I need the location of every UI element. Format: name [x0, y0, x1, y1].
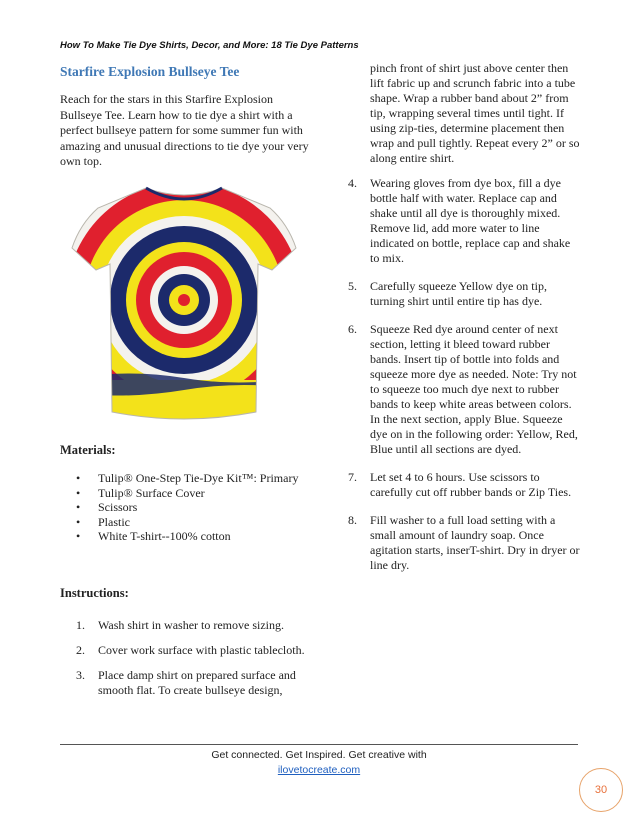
instruction-step: [76, 668, 308, 698]
step-number: 1.: [76, 618, 85, 632]
materials-heading: Materials:: [60, 443, 116, 457]
footer-text: Get connected. Get Inspired. Get creative with: [211, 749, 427, 761]
step-number: 4.: [348, 176, 357, 190]
page-number: 30: [594, 784, 608, 796]
materials-list: [60, 471, 310, 544]
intro-paragraph: Reach for the stars in this Starfire Explosion Bullseye Tee. Learn how to tie dye a shirt with a perfect bullseye pattern for some summer fun with amazing and unusual directions to tie dye your very own top.: [60, 92, 309, 168]
step-number: 8.: [348, 513, 357, 527]
step-text: Fill washer to a full load setting with a small amount of laundry soap. Once agitation starts, inserT-shirt. Dry in dryer or line dry.: [370, 513, 580, 572]
instructions-list-left: [76, 618, 308, 708]
instruction-step: [348, 513, 580, 573]
step-text: Wearing gloves from dye box, fill a dye bottle half with water. Replace cap and shake until all dye is thoroughly mixed. Remove lid, add more water to line indicated on bottle, replace cap and shake to mix.: [370, 176, 571, 265]
footer-link[interactable]: ilovetocreate.com: [277, 764, 361, 776]
step-text: Let set 4 to 6 hours. Use scissors to carefully cut off rubber bands or Zip Ties.: [370, 470, 572, 499]
instruction-step: [348, 279, 580, 309]
footer-divider: [60, 744, 578, 745]
instruction-step: [348, 322, 580, 457]
step-text: Place damp shirt on prepared surface and smooth flat. To create bullseye design,: [98, 668, 296, 697]
step-number: 5.: [348, 279, 357, 293]
step-text: Cover work surface with plastic tablecloth.: [98, 643, 305, 657]
list-item: • Tulip® One-Step Tie-Dye Kit™: Primary: [60, 471, 310, 486]
step-text: Wash shirt in washer to remove sizing.: [98, 618, 284, 632]
instruction-step: [76, 643, 308, 658]
step-3-continued: pinch front of shirt just above center then lift fabric up and scrunch fabric into a tube shape. Wrap a rubber band about 2” from tip, wrapping several times until tight. If using zip-ties, determine placement then wrap and pull tightly. Repeat every 2” or so along entire shirt.: [370, 61, 580, 165]
page-title: Starfire Explosion Bullseye Tee: [60, 64, 240, 79]
list-item: • Tulip® Surface Cover: [60, 486, 310, 501]
instruction-step: [76, 618, 308, 633]
instruction-step: [348, 176, 580, 266]
step-number: 2.: [76, 643, 85, 657]
instructions-list-right: [348, 176, 580, 586]
list-item: • Plastic: [60, 515, 310, 530]
step-text: Carefully squeeze Yellow dye on tip, turning shirt until entire tip has dye.: [370, 279, 547, 308]
list-item: • White T-shirt--100% cotton: [60, 529, 310, 544]
list-item: • Scissors: [60, 500, 310, 515]
step-number: 7.: [348, 470, 357, 484]
footer: [0, 748, 638, 778]
tie-dye-shirt-image: [64, 180, 304, 430]
instructions-heading: Instructions:: [60, 586, 129, 600]
step-number: 6.: [348, 322, 357, 336]
running-head: How To Make Tie Dye Shirts, Decor, and More: 18 Tie Dye Patterns: [60, 40, 359, 51]
step-text: Squeeze Red dye around center of next section, letting it bleed toward rubber bands. Insert tip of bottle into folds and squeeze more dye as needed. Note: Try not to squeeze too much dye next to rubber bands to keep white areas between colors. In the next section, apply Blue. Squeeze dye on in the following order: Yellow, Red, Blue until all sections are dyed.: [370, 322, 578, 456]
instruction-step: [348, 470, 580, 500]
step-number: 3.: [76, 668, 85, 682]
page-number-badge: [579, 768, 623, 812]
